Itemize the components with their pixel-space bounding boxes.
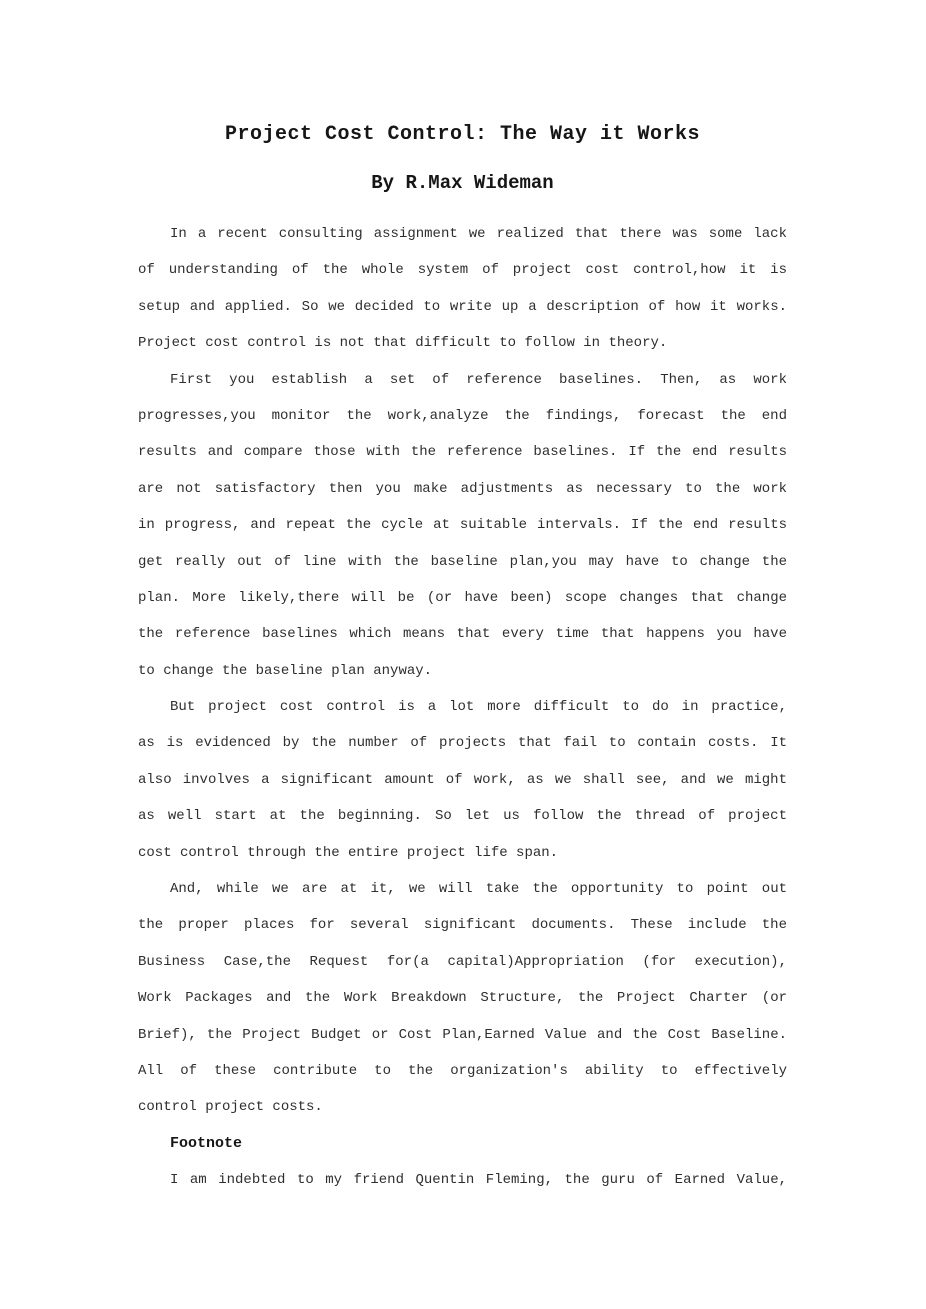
document-body [138,216,787,1199]
paragraph-line: are not satisfactory then you make adjustments as necessary to the work [138,480,787,497]
paragraph-line: Brief), the Project Budget or Cost Plan,Earned Value and the Cost Baseline. [138,1026,787,1043]
paragraph [138,216,787,362]
paragraph-line: But project cost control is a lot more difficult to do in practice, [170,699,787,716]
document-content [138,120,787,1199]
document-byline: By R.Max Wideman [371,172,554,194]
paragraph [138,362,787,690]
document-title: Project Cost Control: The Way it Works [224,123,701,146]
paragraph-line: the proper places for several significant documents. These include the [138,917,787,934]
paragraph-line: progresses,you monitor the work,analyze the findings, forecast the end [138,407,787,424]
paragraph-line: All of these contribute to the organization's ability to effectively [138,1062,787,1079]
paragraph-line: First you establish a set of reference baselines. Then, as work [170,371,787,388]
paragraph-line: to change the baseline plan anyway. [138,662,433,679]
paragraph-line: as is evidenced by the number of projects that fail to contain costs. It [138,735,787,752]
paragraph [138,689,787,871]
paragraph-line: get really out of line with the baseline plan,you may have to change the [138,553,787,570]
paragraph-line: Project cost control is not that difficult to follow in theory. [138,335,668,352]
paragraph-line: in progress, and repeat the cycle at suitable intervals. If the end results [138,517,787,534]
footnote-heading: Footnote [170,1134,243,1152]
paragraph-line: setup and applied. So we decided to write up a description of how it works. [138,298,787,315]
paragraph-line: cost control through the entire project life span. [138,844,559,861]
paragraph-line: Work Packages and the Work Breakdown Structure, the Project Charter (or [138,990,787,1007]
paragraph-line: Business Case,the Request for(a capital)Appropriation (for execution), [138,953,787,970]
paragraph-line: as well start at the beginning. So let us follow the thread of project [138,808,787,825]
paragraph [138,871,787,1126]
paragraph-line: of understanding of the whole system of project cost control,how it is [138,262,787,279]
paragraph-line: results and compare those with the reference baselines. If the end results [138,444,787,461]
footnote-line: I am indebted to my friend Quentin Fleming, the guru of Earned Value, [170,1172,787,1189]
paragraph-line: plan. More likely,there will be (or have been) scope changes that change [138,589,787,606]
paragraph-line: In a recent consulting assignment we realized that there was some lack [170,226,787,242]
paragraph-line: control project costs. [138,1099,323,1116]
paragraph-line: the reference baselines which means that every time that happens you have [138,626,787,643]
footnote-section [138,1126,787,1199]
paragraph-line: also involves a significant amount of work, as we shall see, and we might [138,771,787,788]
paragraph-line: And, while we are at it, we will take the opportunity to point out [170,881,787,898]
